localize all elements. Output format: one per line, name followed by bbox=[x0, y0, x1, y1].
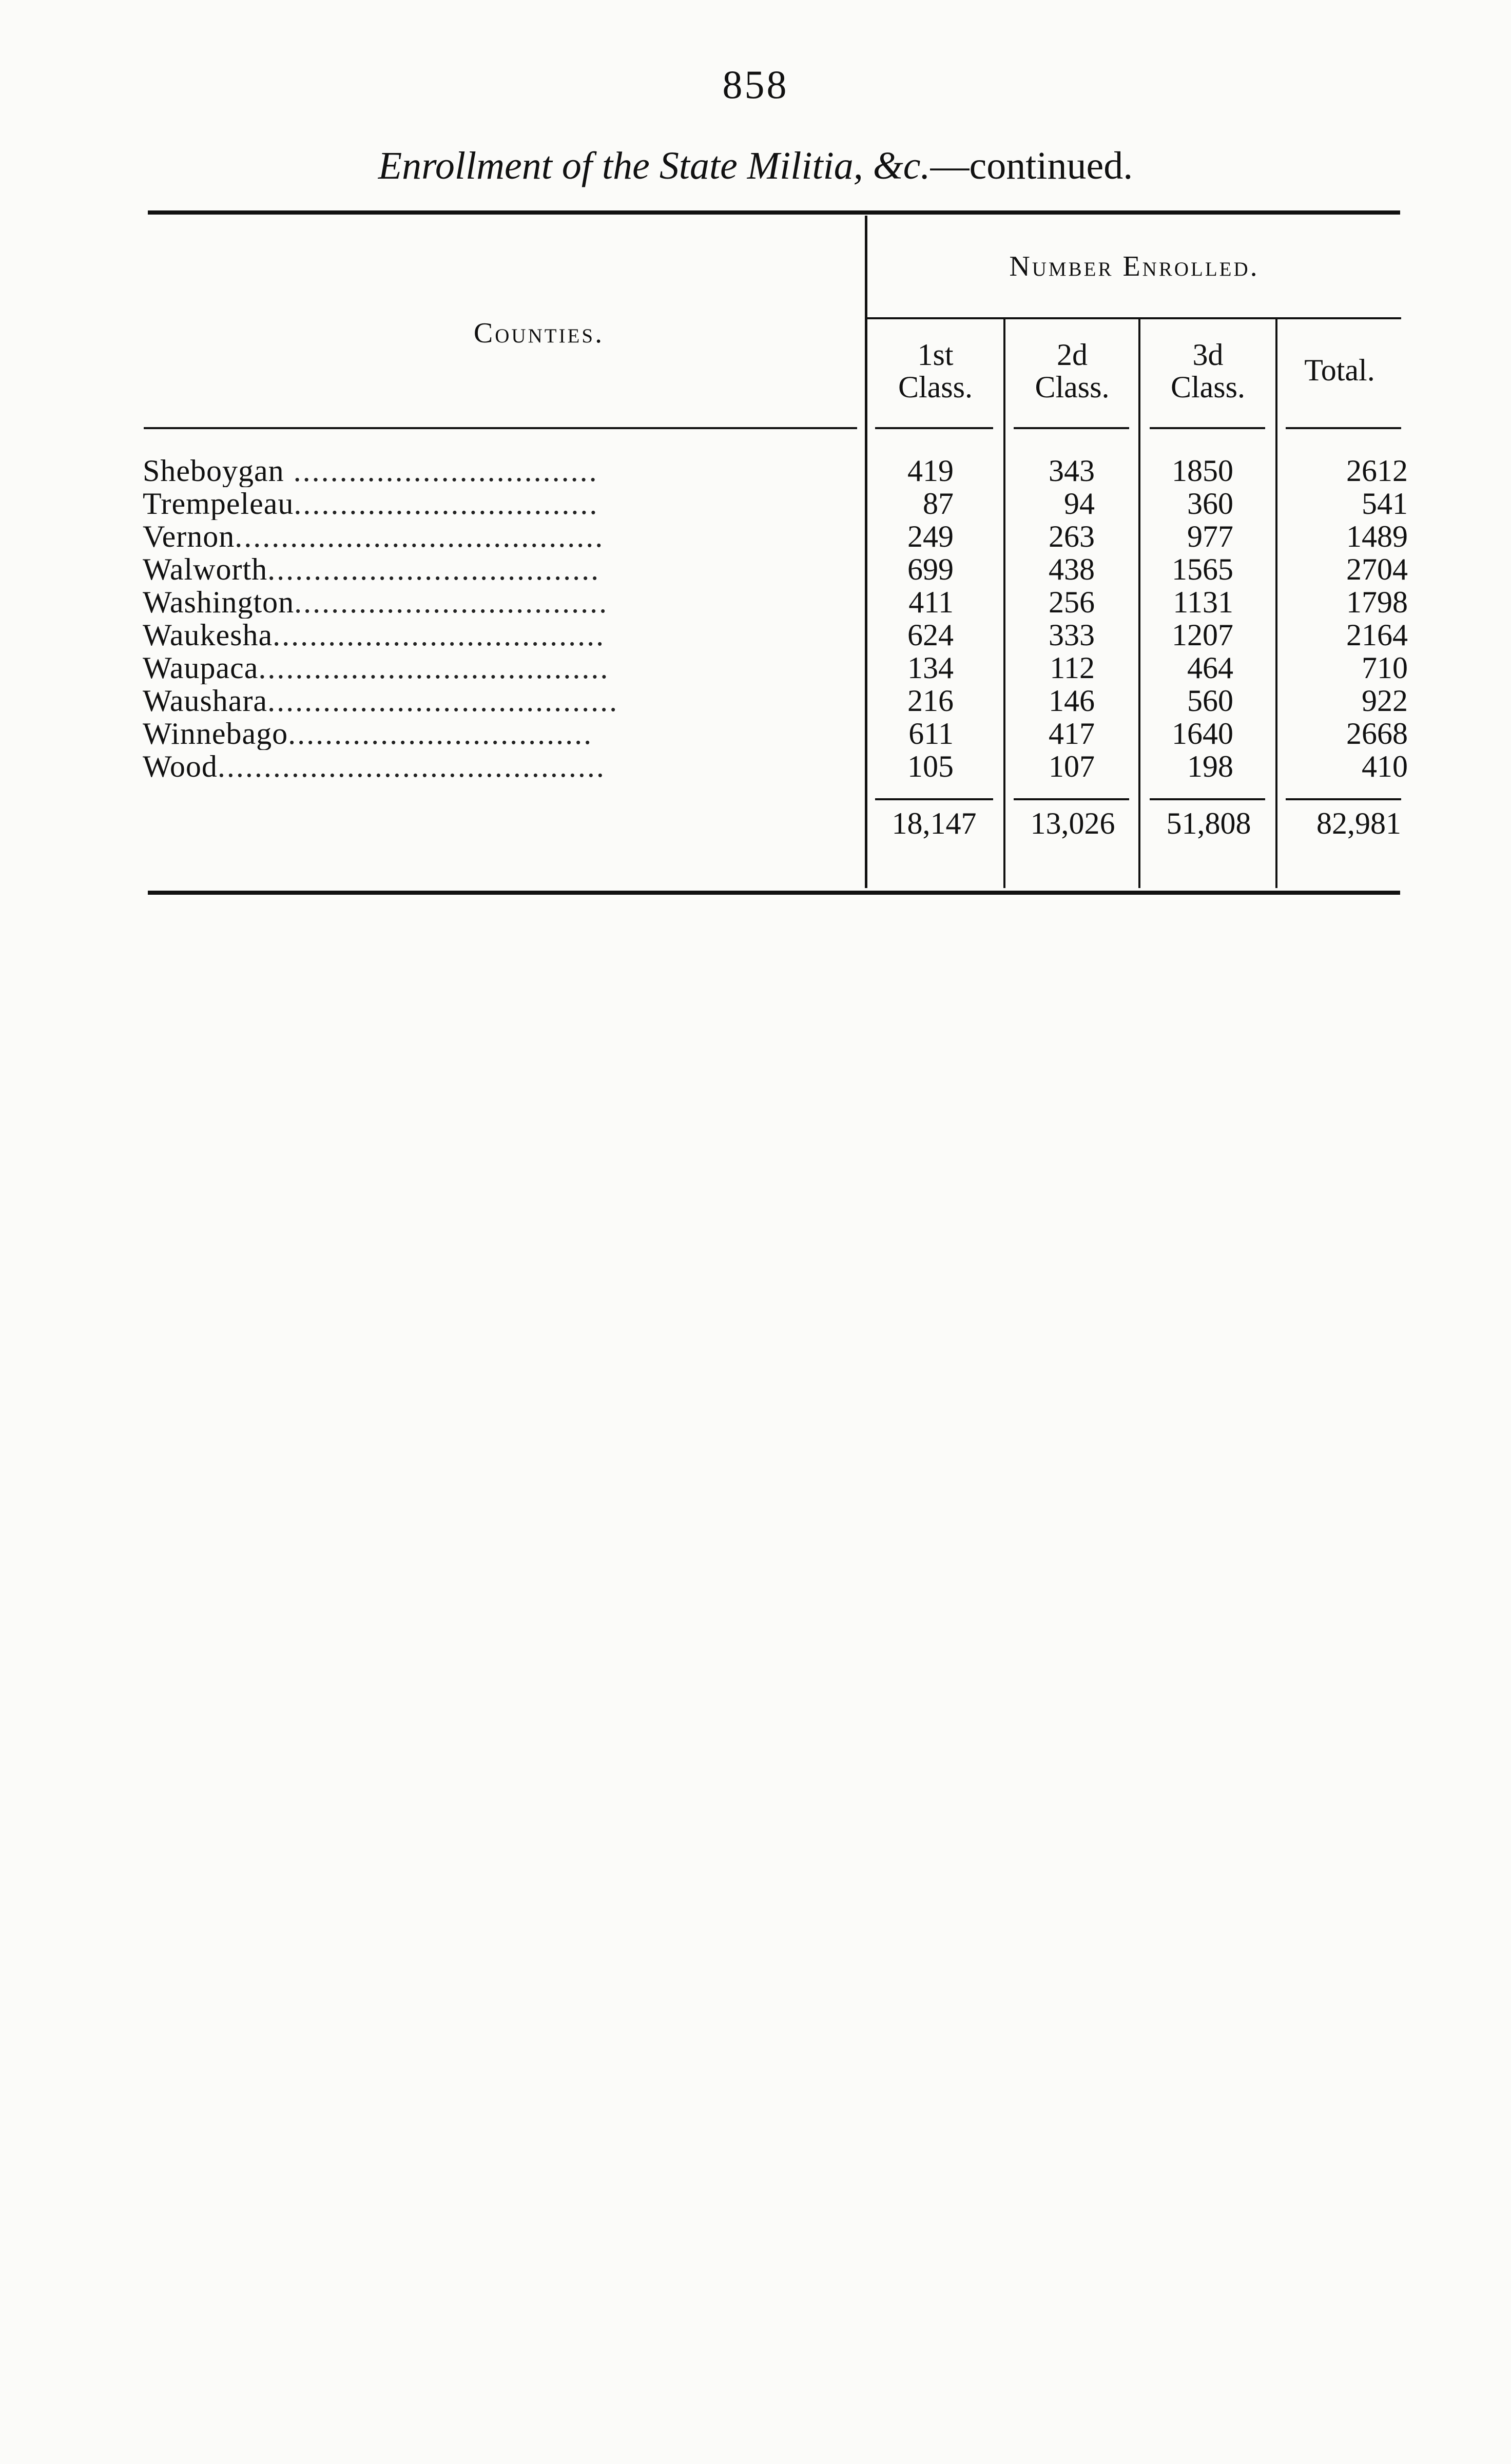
cell-total: 2704 bbox=[1346, 552, 1408, 586]
table-row bbox=[143, 553, 1408, 586]
cell-class1: 249 bbox=[907, 519, 954, 553]
cell-class1: 216 bbox=[907, 684, 954, 718]
header-class3-line2: Class. bbox=[1170, 370, 1246, 404]
cell-class3: 1850 bbox=[1172, 454, 1233, 488]
leader-dots: ........................................ bbox=[235, 520, 605, 553]
header-bottom-rule-total bbox=[1286, 427, 1401, 429]
county-name: Sheboygan bbox=[143, 454, 284, 487]
cell-class2: 438 bbox=[1049, 552, 1095, 586]
county-name: Washington bbox=[143, 586, 295, 619]
total-class2: 13,026 bbox=[1030, 806, 1115, 840]
cell-class3: 1565 bbox=[1172, 552, 1233, 586]
header-class3 bbox=[1140, 339, 1275, 403]
county-name: Waupaca bbox=[143, 651, 259, 684]
header-class1-line1: 1st bbox=[917, 338, 954, 372]
table-row bbox=[143, 619, 1408, 651]
county-name: Trempeleau bbox=[143, 487, 294, 520]
cell-class3: 360 bbox=[1187, 487, 1233, 521]
leader-dots: ...................................... bbox=[258, 651, 610, 684]
total-all: 82,981 bbox=[1316, 806, 1401, 840]
cell-total: 541 bbox=[1362, 487, 1408, 521]
cell-total: 922 bbox=[1362, 684, 1408, 718]
enrollment-table bbox=[143, 454, 1408, 783]
table-row bbox=[143, 717, 1408, 750]
cell-class2: 417 bbox=[1049, 717, 1095, 750]
leader-dots: .......................................... bbox=[217, 750, 606, 783]
cell-class3: 1640 bbox=[1172, 717, 1233, 750]
leader-dots: ................................. bbox=[284, 454, 598, 487]
cell-class1: 611 bbox=[908, 717, 954, 750]
header-class2 bbox=[1006, 339, 1138, 403]
cell-class2: 256 bbox=[1049, 585, 1095, 619]
cell-total: 1798 bbox=[1346, 585, 1408, 619]
cell-class1: 419 bbox=[907, 454, 954, 488]
cell-class3: 1131 bbox=[1173, 585, 1233, 619]
cell-class2: 146 bbox=[1049, 684, 1095, 718]
table-row bbox=[143, 454, 1408, 487]
top-rule bbox=[148, 210, 1400, 215]
county-name: Waushara bbox=[143, 684, 268, 717]
header-number-enrolled: Number Enrolled. bbox=[1009, 251, 1260, 282]
county-name: Vernon bbox=[143, 520, 235, 553]
cell-class2: 343 bbox=[1049, 454, 1095, 488]
header-class3-line1: 3d bbox=[1192, 338, 1224, 372]
cell-total: 2164 bbox=[1346, 618, 1408, 652]
table-row bbox=[143, 520, 1408, 553]
cell-class1: 624 bbox=[907, 618, 954, 652]
header-class1-line2: Class. bbox=[898, 370, 973, 404]
header-class2-line2: Class. bbox=[1035, 370, 1110, 404]
table-row bbox=[143, 487, 1408, 520]
table-row bbox=[143, 750, 1408, 783]
header-bottom-rule-c3 bbox=[1150, 427, 1265, 429]
cell-class2: 112 bbox=[1050, 651, 1095, 685]
header-subrule bbox=[867, 317, 1401, 319]
cell-class1: 411 bbox=[908, 585, 954, 619]
leader-dots: ...................................... bbox=[267, 684, 619, 717]
cell-class3: 464 bbox=[1187, 651, 1233, 685]
header-counties: Counties. bbox=[473, 317, 605, 349]
leader-dots: .................................... bbox=[267, 553, 600, 586]
header-class1 bbox=[867, 339, 1003, 403]
county-name: Winnebago bbox=[143, 717, 288, 750]
cell-class1: 134 bbox=[907, 651, 954, 685]
leader-dots: ................................. bbox=[288, 717, 593, 750]
header-bottom-rule-counties bbox=[144, 427, 857, 429]
total-class1: 18,147 bbox=[892, 806, 977, 840]
cell-total: 710 bbox=[1362, 651, 1408, 685]
cell-class3: 1207 bbox=[1172, 618, 1233, 652]
county-name: Wood bbox=[143, 750, 218, 783]
cell-class1: 105 bbox=[907, 749, 954, 783]
header-bottom-rule-c1 bbox=[875, 427, 993, 429]
header-class2-line1: 2d bbox=[1057, 338, 1088, 372]
cell-class2: 263 bbox=[1049, 519, 1095, 553]
cell-class3: 977 bbox=[1187, 519, 1233, 553]
cell-class3: 198 bbox=[1187, 749, 1233, 783]
header-bottom-rule-c2 bbox=[1014, 427, 1129, 429]
cell-class1: 699 bbox=[907, 552, 954, 586]
cell-class3: 560 bbox=[1187, 684, 1233, 718]
leader-dots: .................................... bbox=[273, 619, 606, 651]
totals-rule-c1 bbox=[875, 798, 993, 800]
cell-total: 2612 bbox=[1346, 454, 1408, 488]
total-class3: 51,808 bbox=[1166, 806, 1251, 840]
table-row bbox=[143, 684, 1408, 717]
county-name: Walworth bbox=[143, 553, 268, 586]
cell-class2: 107 bbox=[1049, 749, 1095, 783]
page-title bbox=[0, 144, 1511, 188]
totals-rule-total bbox=[1286, 798, 1401, 800]
cell-class2: 94 bbox=[1064, 487, 1095, 521]
title-italic: Enrollment of the State Militia, &c. bbox=[378, 144, 931, 187]
county-name: Waukesha bbox=[143, 619, 273, 651]
title-continued: —continued. bbox=[930, 144, 1133, 187]
cell-class1: 87 bbox=[923, 487, 954, 521]
totals-rule-c2 bbox=[1014, 798, 1129, 800]
table-row bbox=[143, 651, 1408, 684]
table-row bbox=[143, 586, 1408, 619]
cell-total: 2668 bbox=[1346, 717, 1408, 750]
leader-dots: .................................. bbox=[294, 586, 609, 619]
leader-dots: ................................. bbox=[294, 487, 599, 520]
cell-class2: 333 bbox=[1049, 618, 1095, 652]
cell-total: 1489 bbox=[1346, 519, 1408, 553]
bottom-rule bbox=[148, 891, 1400, 895]
cell-total: 410 bbox=[1362, 749, 1408, 783]
header-total-line1: Total. bbox=[1304, 353, 1375, 387]
header-total bbox=[1278, 354, 1401, 387]
page-number: 858 bbox=[722, 62, 789, 107]
totals-rule-c3 bbox=[1150, 798, 1265, 800]
